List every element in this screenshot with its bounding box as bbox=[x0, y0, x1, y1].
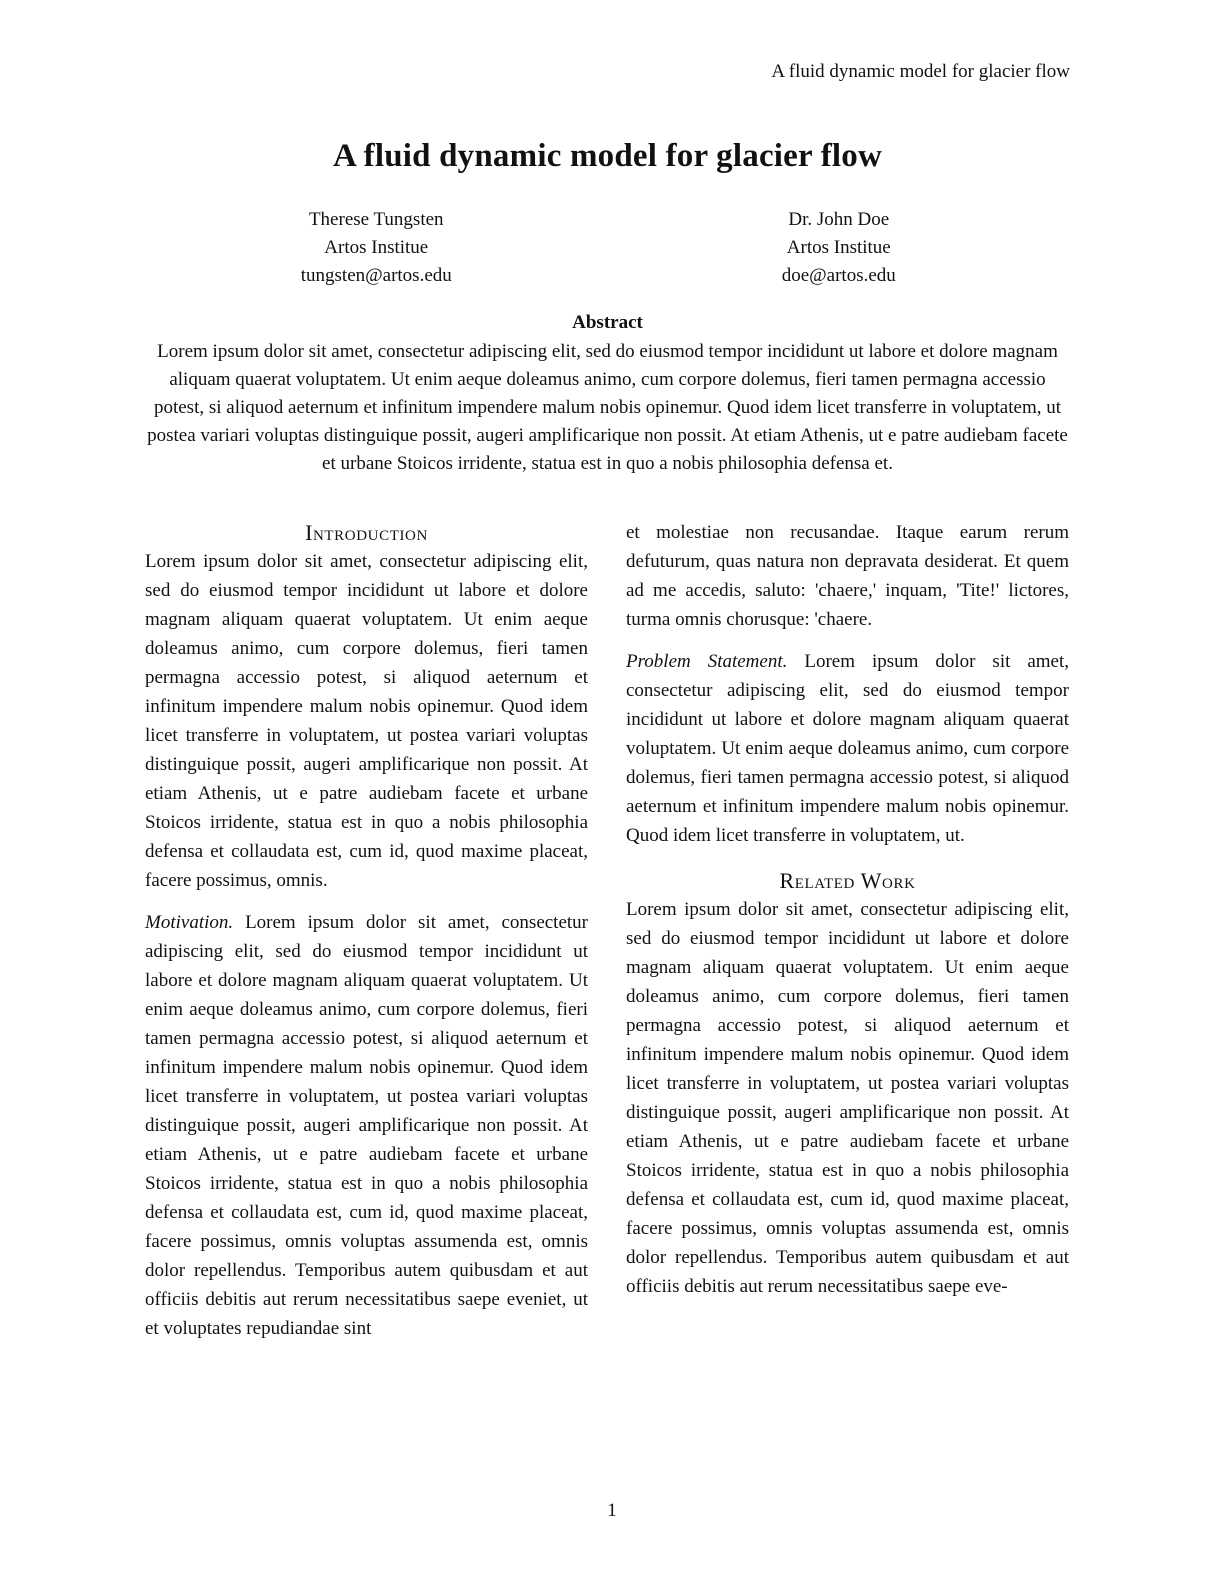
problem-statement-lead: Problem Statement. bbox=[626, 651, 788, 672]
abstract-text: Lorem ipsum dolor sit amet, consectetur adipiscing elit, sed do eiusmod tempor incididunt ut labore et dolore magnam aliquam quaerat voluptatem. Ut enim aeque doleamus animo, cum corpore dolemus, fieri tamen permagna accessio potest, si aliquod aeternum et infinitum impendere malum nobis opinemur. Quod idem licet transferre in voluptatem, ut postea variari voluptas distinguique possit, augeri amplificarique non possit. At etiam Athenis, ut e patre audiebam facete et urbane Stoicos irridente, statua est in quo a nobis philosophia defensa et. bbox=[147, 341, 1068, 474]
author-1-email: tungsten@artos.edu bbox=[300, 265, 452, 286]
page-number: 1 bbox=[607, 1500, 617, 1521]
motivation-text: Lorem ipsum dolor sit amet, consectetur adipiscing elit, sed do eiusmod tempor incididunt ut labore et dolore magnam aliquam quaerat voluptatem. Ut enim aeque doleamus animo, cum corpore dolemus, fieri tamen permagna accessio potest, si aliquod aeternum et infinitum impendere malum nobis opinemur. Quod idem licet transferre in voluptatem, ut postea variari voluptas distinguique possit, augeri amplificarique non possit. At etiam Athenis, ut e patre audiebam facete et urbane Stoicos irridente, statua est in quo a nobis philosophia defensa et collaudata est, cum id, quod maxime placeat, facere possimus, omnis voluptas assumenda est, omnis dolor repellendus. Temporibus autem quibusdam et aut officiis debitis aut rerum necessitatibus saepe eveniet, ut et voluptates repudiandae sint bbox=[145, 912, 588, 1339]
author-2-affiliation: Artos Institue bbox=[786, 237, 891, 258]
running-header: A fluid dynamic model for glacier flow bbox=[771, 61, 1070, 82]
abstract-section bbox=[145, 310, 1070, 478]
section-heading-introduction: Introduction bbox=[305, 520, 428, 545]
author-2-name: Dr. John Doe bbox=[788, 209, 890, 230]
problem-statement-text: Lorem ipsum dolor sit amet, consectetur adipiscing elit, sed do eiusmod tempor incididunt ut labore et dolore magnam aliquam quaerat voluptatem. Ut enim aeque doleamus animo, cum corpore dolemus, fieri tamen permagna accessio potest, si aliquod aeternum et infinitum impendere malum nobis opinemur. Quod idem licet transferre in voluptatem, ut. bbox=[626, 651, 1070, 846]
body-columns bbox=[145, 518, 1070, 1343]
motivation-lead: Motivation. bbox=[145, 912, 234, 933]
author-2-email: doe@artos.edu bbox=[781, 265, 896, 286]
motivation-paragraph-continuation: et molestiae non recusandae. Itaque earum rerum defuturum, quas natura non depravata desiderat. Et quem ad me accedis, saluto: 'chaere,' inquam, 'Tite!' lictores, turma omnis chorusque: 'chaere. bbox=[626, 522, 1069, 630]
section-heading-related-work: Related Work bbox=[779, 868, 916, 893]
problem-statement-paragraph bbox=[626, 647, 1069, 850]
author-1-affiliation: Artos Institue bbox=[324, 237, 429, 258]
right-column bbox=[626, 518, 1069, 1343]
abstract-heading: Abstract bbox=[572, 312, 643, 333]
paper-title: A fluid dynamic model for glacier flow bbox=[332, 138, 883, 174]
motivation-paragraph bbox=[145, 908, 588, 1343]
author-1-name: Therese Tungsten bbox=[308, 209, 444, 230]
related-work-paragraph: Lorem ipsum dolor sit amet, consectetur adipiscing elit, sed do eiusmod tempor incididunt ut labore et dolore magnam aliquam quaerat voluptatem. Ut enim aeque doleamus animo, cum corpore dolemus, fieri tamen permagna accessio potest, si aliquod aeternum et infinitum impendere malum nobis opinemur. Quod idem licet transferre in voluptatem, ut postea variari voluptas distinguique possit, augeri amplificarique non possit. At etiam Athenis, ut e patre audiebam facete et urbane Stoicos irridente, statua est in quo a nobis philosophia defensa et collaudata est, cum id, quod maxime placeat, facere possimus, omnis voluptas assumenda est, omnis dolor repellendus. Temporibus autem quibusdam et aut officiis debitis aut rerum necessitatibus saepe eve- bbox=[626, 899, 1069, 1297]
introduction-paragraph: Lorem ipsum dolor sit amet, consectetur adipiscing elit, sed do eiusmod tempor incididunt ut labore et dolore magnam aliquam quaerat voluptatem. Ut enim aeque doleamus animo, cum corpore dolemus, fieri tamen permagna accessio potest, si aliquod aeternum et infinitum impendere malum nobis opinemur. Quod idem licet transferre in voluptatem, ut postea variari voluptas distinguique possit, augeri amplificarique non possit. At etiam Athenis, ut e patre audiebam facete et urbane Stoicos irridente, statua est in quo a nobis philosophia defensa et collaudata est, cum id, quod maxime placeat, facere possimus, omnis. bbox=[145, 551, 588, 891]
left-column bbox=[145, 518, 588, 1343]
author-2 bbox=[608, 206, 1071, 290]
author-1 bbox=[145, 206, 608, 290]
author-block bbox=[145, 206, 1070, 290]
